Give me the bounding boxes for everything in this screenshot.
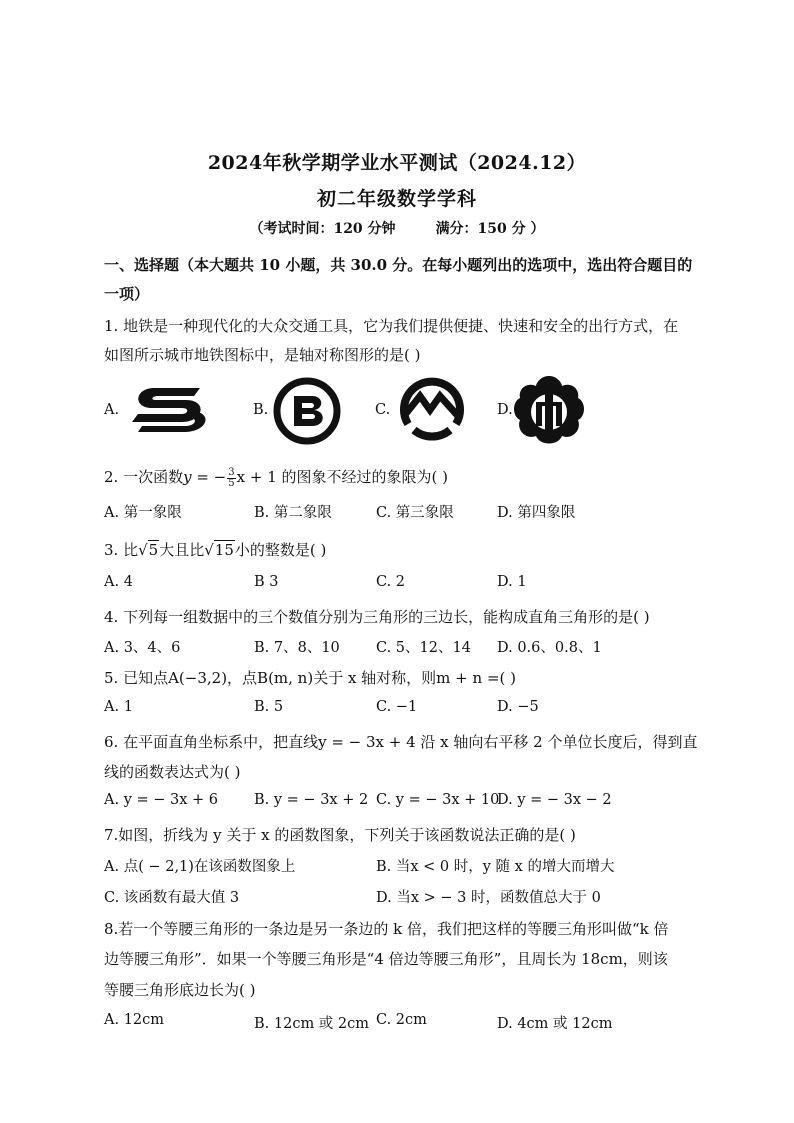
flower-logo-icon: [512, 372, 586, 450]
q2-option-c: C. 第三象限: [376, 505, 454, 521]
s-swoosh-logo-icon: [124, 380, 216, 442]
q7-option-b: B. 当x < 0 时，y 随 x 的增大而增大: [376, 859, 615, 875]
q7-option-c: C. 该函数有最大值 3: [104, 890, 240, 906]
q3-stem: [104, 539, 326, 560]
section-heading-line2: 一项）: [104, 285, 150, 303]
q8-option-d: D. 4cm 或 12cm: [497, 1016, 613, 1032]
exam-score: 满分：150 分 ）: [435, 221, 545, 237]
q2-frac-den: 5: [228, 477, 235, 489]
q6-option-d: D. y = − 3x − 2: [497, 792, 612, 808]
exam-info: [0, 218, 794, 238]
q5-stem: 5. 已知点A(−3,2)，点B(m, n)关于 x 轴对称，则m + n =( ): [104, 669, 516, 687]
q2-y-eq: y = −: [183, 468, 227, 486]
q4-option-c: C. 5、12、14: [376, 640, 471, 656]
q5-option-c: C. −1: [376, 699, 418, 715]
q2-stem: [104, 466, 448, 489]
q1-stem-line1: 1. 地铁是一种现代化的大众交通工具，它为我们提供便捷、快速和安全的出行方式，在: [104, 317, 679, 335]
q4-option-d: D. 0.6、0.8、1: [497, 640, 602, 656]
q3-radical-sign-1: √: [138, 541, 148, 559]
m-mountain-logo-icon: [394, 374, 470, 448]
q6-option-a: A. y = − 3x + 6: [104, 792, 219, 808]
q1-stem-line2: 如图所示城市地铁图标中，是轴对称图形的是( ): [104, 346, 421, 364]
q6-option-b: B. y = − 3x + 2: [254, 792, 369, 808]
q8-stem-line3: 等腰三角形底边长为( ): [104, 981, 256, 999]
exam-title: 2024年秋学期学业水平测试（2024.12）: [207, 152, 587, 174]
q4-option-a: A. 3、4、6: [104, 640, 181, 656]
q2-stem-suffix: x + 1 的图象不经过的象限为( ): [236, 468, 448, 486]
q7-stem: 7.如图，折线为 y 关于 x 的函数图象，下列关于该函数说法正确的是( ): [104, 826, 576, 844]
q8-option-b: B. 12cm 或 2cm: [254, 1016, 370, 1032]
q2-stem-prefix: 2. 一次函数: [104, 468, 184, 486]
q1-option-a-label: A.: [104, 402, 120, 418]
q3-radical-sign-2: √: [204, 541, 214, 559]
q3-radicand-1: 5: [148, 541, 159, 559]
q2-fraction: [227, 468, 235, 489]
q3-option-a: A. 4: [104, 574, 133, 590]
q3-stem-c: 小的整数是( ): [234, 541, 327, 559]
section-heading-line1: 一、选择题（本大题共 10 小题，共 30.0 分。在每小题列出的选项中，选出符合题目的: [104, 256, 693, 274]
b-circle-logo-icon: [268, 376, 346, 446]
q6-stem-line1: 6. 在平面直角坐标系中，把直线y = − 3x + 4 沿 x 轴向右平移 2 个单位长度后，得到直: [104, 733, 698, 751]
q2-option-a: A. 第一象限: [104, 505, 182, 521]
q5-option-b: B. 5: [254, 699, 284, 715]
q1-option-d-label: D.: [497, 402, 513, 418]
q5-option-a: A. 1: [104, 699, 133, 715]
q1-option-b-label: B.: [253, 402, 269, 418]
q8-option-c: C. 2cm: [376, 1012, 427, 1028]
q7-option-a: A. 点( − 2,1)在该函数图象上: [104, 859, 296, 875]
q3-option-b: B 3: [254, 574, 279, 590]
q1-option-c-label: C.: [375, 402, 391, 418]
q2-option-d: D. 第四象限: [497, 505, 576, 521]
exam-time: （考试时间：120 分钟: [249, 221, 396, 237]
q4-option-b: B. 7、8、10: [254, 640, 340, 656]
q6-stem-line2: 线的函数表达式为( ): [104, 763, 241, 781]
q4-stem: 4. 下列每一组数据中的三个数值分别为三角形的三边长，能构成直角三角形的是( ): [104, 608, 650, 626]
q3-stem-a: 3. 比: [104, 541, 139, 559]
q2-frac-num: 3: [228, 466, 235, 478]
q7-option-d: D. 当x > − 3 时，函数值总大于 0: [376, 890, 601, 906]
q3-option-d: D. 1: [497, 574, 527, 590]
q8-stem-line2: 边等腰三角形”．如果一个等腰三角形是“4 倍边等腰三角形”，且周长为 18cm，则该: [104, 950, 668, 968]
q6-option-c: C. y = − 3x + 10: [376, 792, 500, 808]
exam-subtitle: 初二年级数学学科: [316, 188, 477, 210]
q3-radicand-2: 15: [214, 541, 234, 559]
q3-option-c: C. 2: [376, 574, 406, 590]
q8-stem-line1: 8.若一个等腰三角形的一条边是另一条边的 k 倍，我们把这样的等腰三角形叫做“k 倍: [104, 920, 669, 938]
q8-option-a: A. 12cm: [104, 1012, 165, 1028]
q3-stem-b: 大且比: [159, 541, 205, 559]
q5-option-d: D. −5: [497, 699, 539, 715]
q2-option-b: B. 第二象限: [254, 505, 332, 521]
